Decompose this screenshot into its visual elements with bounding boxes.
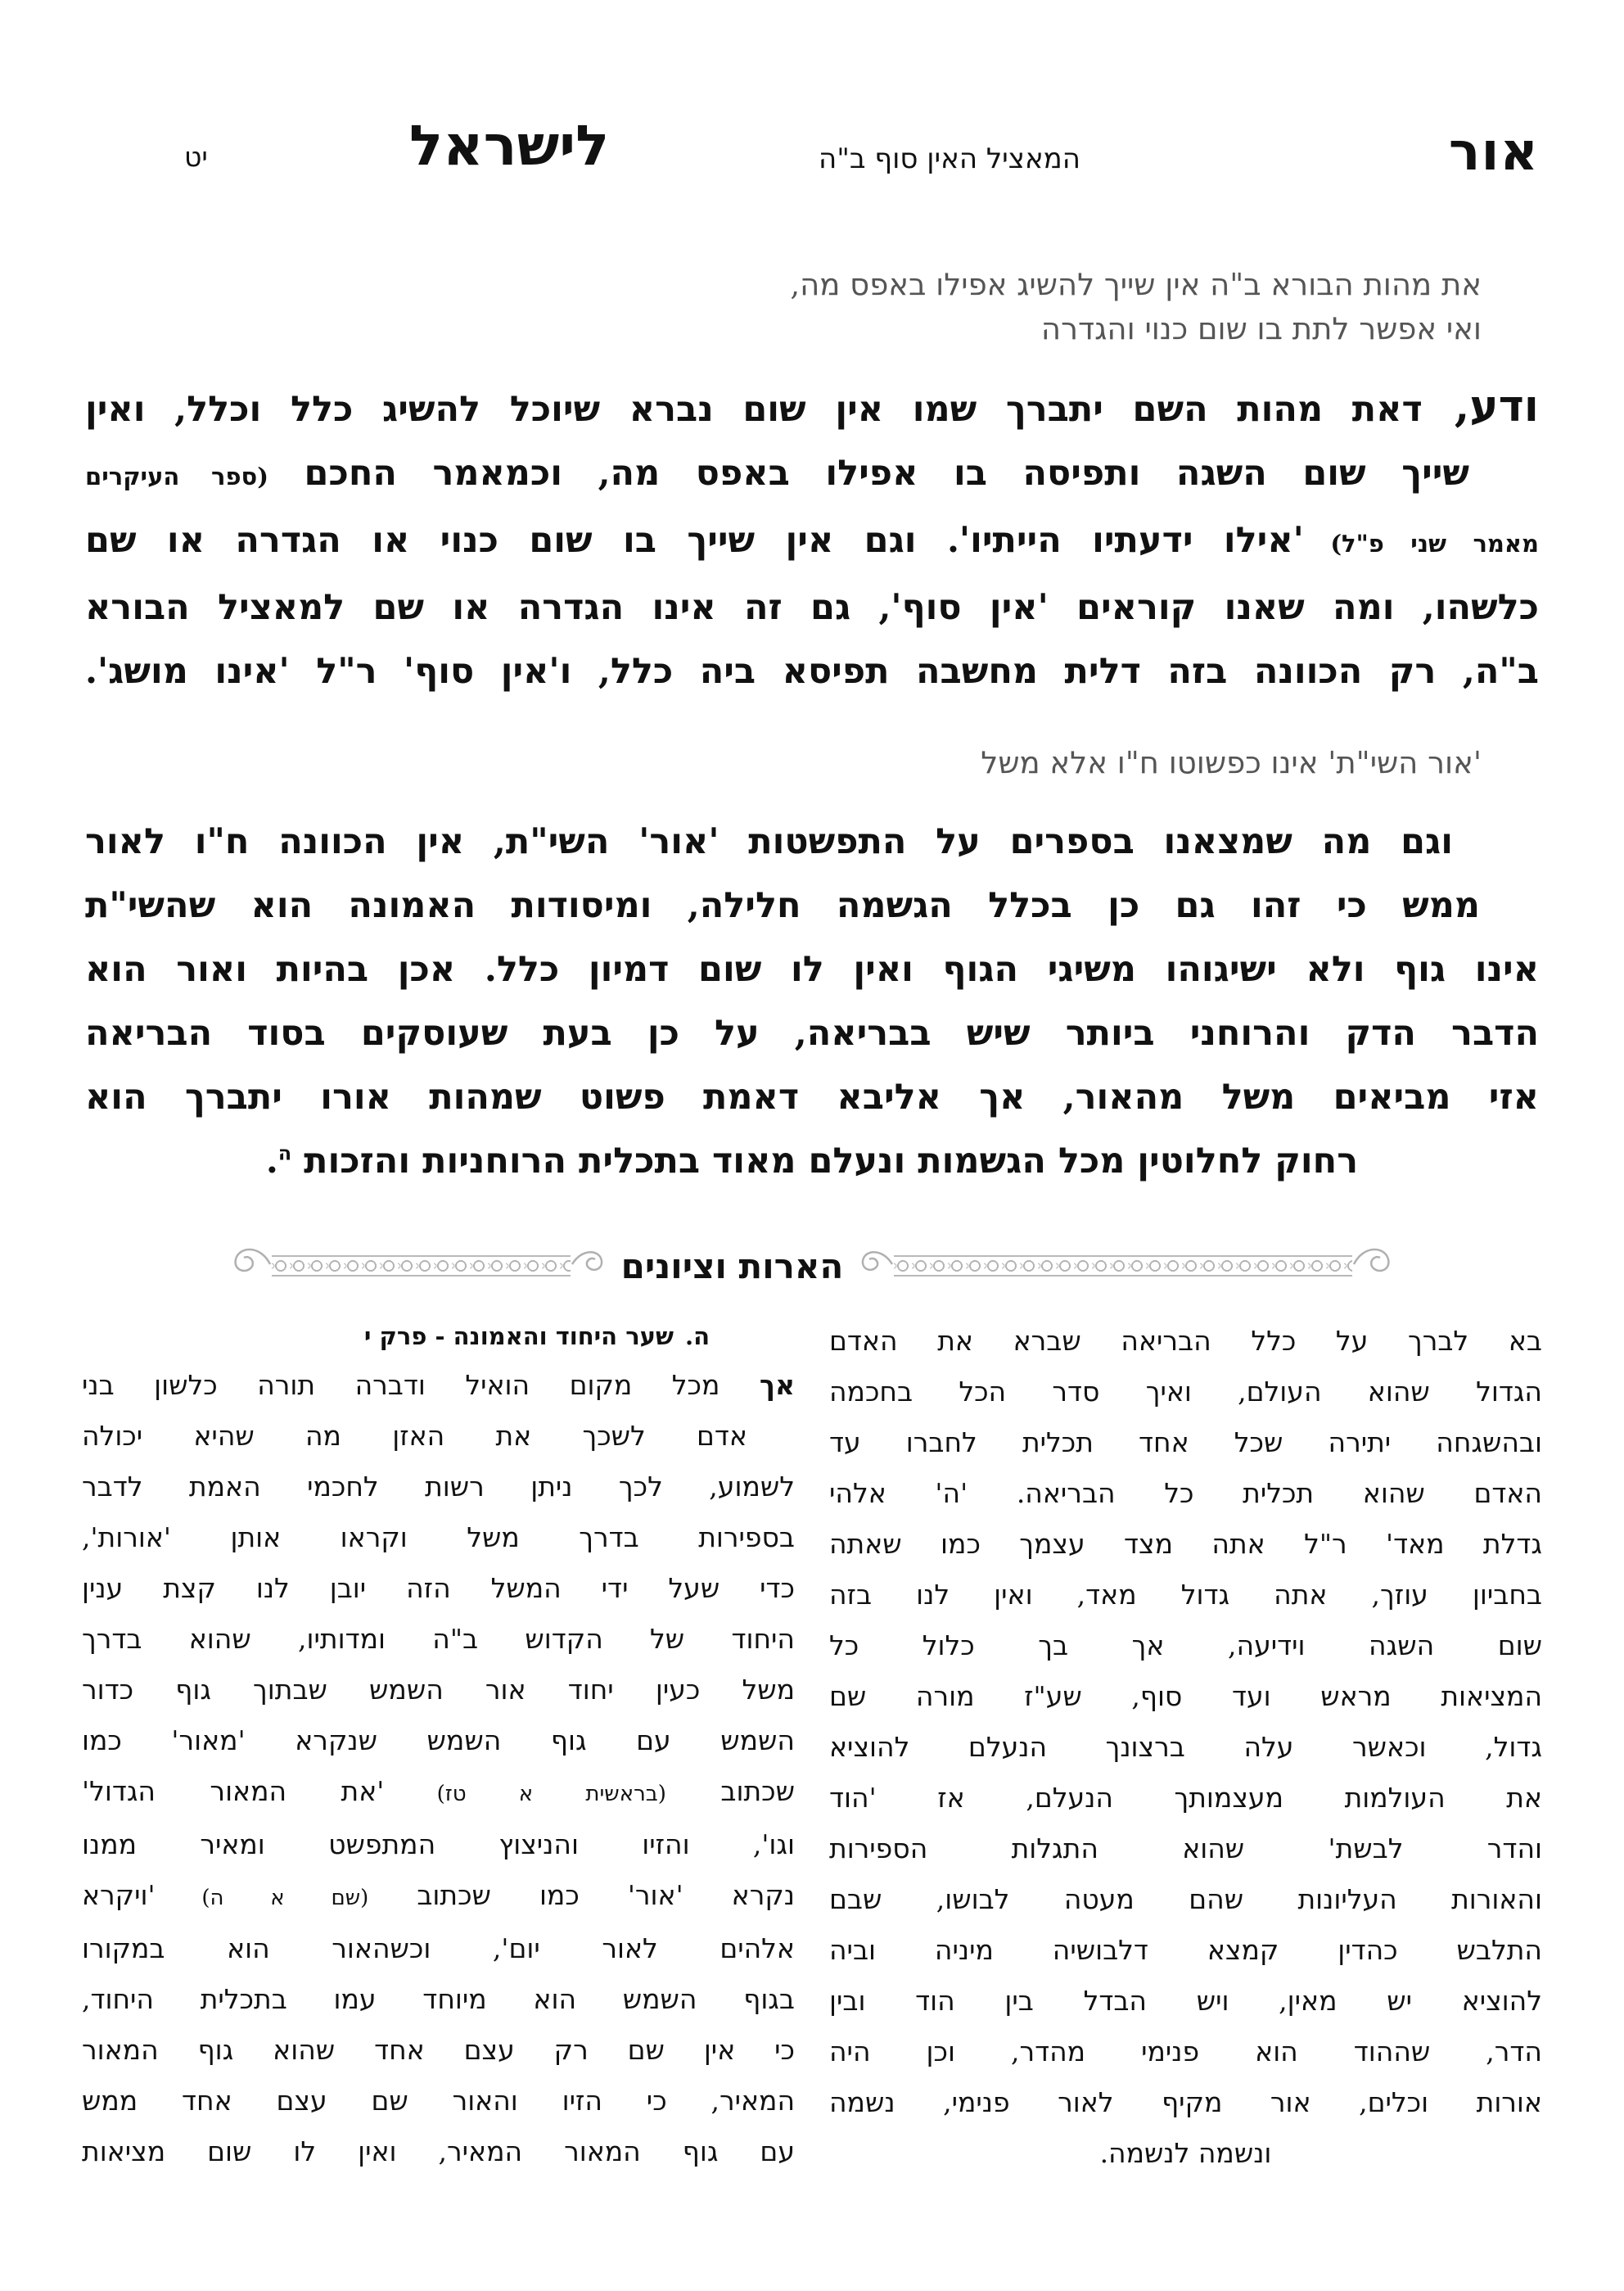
section-subtitle-2 <box>85 741 1539 785</box>
text-line <box>85 1001 1539 1065</box>
text-line <box>829 2027 1542 2077</box>
text-segment: משל כעין יחוד אור השמש שבתוך גוף כדור <box>82 1674 795 1706</box>
text-segment: נקרא 'אור' כמו שכתוב <box>368 1879 795 1911</box>
text-line <box>85 307 1482 351</box>
text-segment: ב"ה, רק הכוונה בזה דלית מחשבה תפיסא ביה כלל, ו'אין סוף' ר"ל 'אינו מושג'. <box>85 651 1539 692</box>
text-segment: (ספר העיקרים <box>85 463 268 490</box>
text-line <box>829 1671 1542 1722</box>
text-segment: והדר לבשת' שהוא התגלות הספירות <box>829 1832 1542 1864</box>
text-line <box>829 1823 1542 1874</box>
text-segment: . <box>265 1141 278 1182</box>
text-line <box>829 1417 1542 1468</box>
text-segment: כדי שעל ידי המשל הזה יובן לנו קצת ענין <box>82 1572 795 1604</box>
text-line <box>829 2077 1542 2128</box>
text-segment: גדלת מאד' ר"ל אתה מצד עצמך כמו שאתה <box>829 1528 1542 1560</box>
text-segment: ואי אפשר לתת בו שום כנוי והגדרה <box>1040 311 1482 346</box>
text-line <box>829 1976 1542 2027</box>
text-segment: מכל מקום הואיל ודברה תורה כלשון בני <box>82 1369 760 1401</box>
text-segment: 'ויקרא <box>82 1879 156 1911</box>
main-text-area <box>0 263 1624 1193</box>
text-segment: המאיר, כי הזיו והאור שם עצם אחד ממש <box>82 2085 795 2117</box>
text-segment: שכתוב <box>665 1775 795 1807</box>
text-line <box>82 1411 795 1462</box>
text-segment: כי אין שם רק עצם אחד שהוא גוף המאור <box>82 2034 795 2066</box>
text-segment: שום השגה וידיעה, אך בך כלול כל <box>829 1629 1542 1661</box>
footnote-left-body <box>82 1360 795 2177</box>
text-segment: היחוד של הקדוש ב"ה ומדותיו, שהוא בדרך <box>82 1623 795 1655</box>
text-line <box>829 1570 1542 1620</box>
text-line <box>85 810 1539 874</box>
text-segment: בספירות בדרך משל וקראו אותן 'אורות', <box>82 1521 795 1553</box>
text-line <box>85 874 1539 938</box>
text-line <box>829 1722 1542 1773</box>
text-segment: התלבש כהדין קמצא דלבושיה מיניה וביה <box>829 1934 1542 1966</box>
footnote-column-right <box>829 1316 1542 2179</box>
text-segment: אדם לשכך את האזן מה שהיא יכולה <box>82 1420 747 1452</box>
footnotes-columns <box>0 1316 1624 2179</box>
text-line <box>82 1563 795 1614</box>
footnotes-section-title: הארות וציונים <box>620 1245 844 1286</box>
book-title-left: לישראל <box>409 113 610 178</box>
text-segment: אורות וכלים, אור מקיף לאור פנימי, נשמה <box>829 2086 1542 2118</box>
text-line <box>829 1925 1542 1976</box>
footnote-column-left <box>82 1316 795 2179</box>
text-segment: בחביון עוזך, אתה גדול מאד, ואין לנו בזה <box>829 1579 1542 1611</box>
text-segment: השמש עם גוף השמש שנקרא 'מאור' כמו <box>82 1724 795 1756</box>
text-segment: וגם מה שמצאנו בספרים על התפשטות 'אור' השי"ת, אין הכוונה ח"ו לאור <box>85 821 1453 862</box>
text-line <box>85 639 1539 703</box>
scroll-flourish-icon <box>228 1241 272 1290</box>
text-line <box>829 2128 1542 2179</box>
text-segment: ובהשגחה יתירה שכל אחד תכלית לחברו עד <box>829 1426 1542 1458</box>
text-line <box>82 1974 795 2025</box>
text-line <box>85 508 1539 576</box>
text-segment: והאורות העליונות שהם מעטה לבושו, שבם <box>829 1883 1542 1915</box>
text-segment: עם גוף המאור המאיר, ואין לו שום מציאות <box>82 2135 795 2167</box>
text-line <box>82 1614 795 1665</box>
text-line <box>85 374 1539 441</box>
text-line <box>85 576 1539 639</box>
text-segment: גדול, וכאשר עלה ברצונך הנעלם להוציא <box>829 1731 1542 1763</box>
main-paragraph-2 <box>85 810 1539 1193</box>
text-line <box>82 1665 795 1715</box>
text-segment: 'את המאור הגדול' <box>82 1775 385 1807</box>
text-line <box>82 1870 795 1923</box>
text-segment: (בראשית א טז) <box>384 1782 666 1806</box>
page-header <box>0 113 1624 215</box>
text-line <box>85 1065 1539 1129</box>
text-line <box>85 741 1482 785</box>
text-line <box>829 1620 1542 1671</box>
footnote-marker-label: ה. <box>684 1322 710 1350</box>
text-line <box>829 1773 1542 1823</box>
text-segment: (שם א ה) <box>155 1886 369 1910</box>
text-line <box>82 1923 795 1974</box>
text-line <box>829 1367 1542 1417</box>
text-line <box>82 2076 795 2126</box>
text-segment: רחוק לחלוטין מכל הגשמות ונעלם מאוד בתכלית הרוחניות והזכות <box>291 1141 1359 1182</box>
text-segment: את מהות הבורא ב"ה אין שייך להשיג אפילו באפס מה, <box>790 267 1482 302</box>
text-line <box>82 1512 795 1563</box>
scroll-flourish-icon <box>1352 1241 1396 1290</box>
text-segment: הדבר הדק והרוחני ביותר שיש בבריאה, על כן בעת שעוסקים בסוד הבריאה <box>85 1013 1539 1054</box>
text-line <box>82 1715 795 1766</box>
text-segment: לשמוע, לכך ניתן רשות לחכמי האמת לדבר <box>82 1471 795 1502</box>
page-number: יט <box>184 141 208 173</box>
text-segment: ודע, <box>1422 381 1539 432</box>
text-segment: אלהים לאור יום', וכשהאור הוא במקורו <box>82 1932 795 1964</box>
text-segment: אך <box>759 1369 795 1401</box>
text-line <box>829 1468 1542 1519</box>
text-segment: ונשמה לנשמה. <box>1099 2137 1272 2169</box>
scroll-flourish-icon <box>856 1241 894 1290</box>
text-segment: 'אור השי"ת' אינו כפשוטו ח"ו אלא משל <box>981 745 1482 780</box>
text-segment: בא לברך על כלל הבריאה שברא את האדם <box>829 1325 1542 1357</box>
text-line <box>82 1819 795 1870</box>
text-segment: להוציא יש מאין, ויש הבדל בין הוד ובין <box>829 1985 1542 2017</box>
text-segment: המציאות מראש ועד סוף, שע"ז מורה שם <box>829 1680 1542 1712</box>
text-segment: מאמר שני פ"ל) <box>1303 530 1540 558</box>
text-segment: האדם שהוא תכלית כל הבריאה. 'ה' אלהי <box>829 1477 1542 1509</box>
text-segment: בגוף השמש הוא מיוחד עמו בתכלית היחוד, <box>82 1983 795 2015</box>
footnote-source: שער היחוד והאמונה - פרק י <box>363 1322 674 1350</box>
text-segment: אינו גוף ולא ישיגוהו משיגי הגוף ואין לו שום דמיון כלל. אכן בהיות ואור הוא <box>85 949 1539 990</box>
text-segment: כלשהו, ומה שאנו קוראים 'אין סוף', גם זה אינו הגדרה או שם למאציל הבורא <box>85 587 1539 628</box>
text-segment: שייך שום השגה ותפיסה בו אפילו באפס מה, וכמאמר החכם <box>268 453 1469 494</box>
ornament-bar <box>272 1255 571 1277</box>
text-segment: אזי מביאים משל מהאור, אך אליבא דאמת פשוט שמהות אורו יתברך הוא <box>85 1077 1539 1118</box>
text-line <box>82 1360 795 1411</box>
footnote-reference-mark: ה <box>277 1141 292 1165</box>
main-paragraph-1 <box>85 374 1539 703</box>
text-segment: הדר, שההוד הוא פנימי מהדר, וכן היה <box>829 2036 1542 2067</box>
text-line <box>82 2025 795 2076</box>
text-line <box>829 1874 1542 1925</box>
text-segment: וגו', והזיו והניצוץ המתפשט ומאיר ממנו <box>82 1828 795 1860</box>
text-line <box>829 1316 1542 1367</box>
text-segment: את העולמות מעצמותך הנעלם, אז 'הוד <box>829 1782 1542 1814</box>
text-line <box>85 1129 1539 1193</box>
text-line <box>85 938 1539 1001</box>
text-line <box>85 263 1482 307</box>
text-line <box>82 2126 795 2177</box>
ornament-left <box>228 1243 608 1289</box>
text-line <box>829 1519 1542 1570</box>
text-segment: דאת מהות השם יתברך שמו אין שום נברא שיוכל להשיג כלל וכלל, ואין <box>85 389 1423 430</box>
text-segment: הגדול שהוא העולם, ואיך סדר הכל בחכמה <box>829 1376 1542 1408</box>
footnote-heading <box>82 1316 795 1357</box>
text-line <box>82 1766 795 1819</box>
chapter-title: המאציל האין סוף ב"ה <box>819 142 1080 175</box>
scroll-flourish-icon <box>571 1241 608 1290</box>
text-segment: 'אילו ידעתיו הייתיו'. וגם אין שייך בו שום כנוי או הגדרה או שם <box>85 520 1304 561</box>
ornament-bar <box>894 1255 1352 1277</box>
footnotes-divider <box>0 1237 1624 1295</box>
ornament-right <box>856 1243 1396 1289</box>
section-subtitle-1 <box>85 263 1539 351</box>
text-line <box>85 441 1539 508</box>
text-segment: ממש כי זהו גם כן בכלל הגשמה חלילה, ומיסודות האמונה הוא שהשי"ת <box>85 885 1480 926</box>
book-title-right: אור <box>1448 121 1539 183</box>
text-line <box>82 1462 795 1512</box>
